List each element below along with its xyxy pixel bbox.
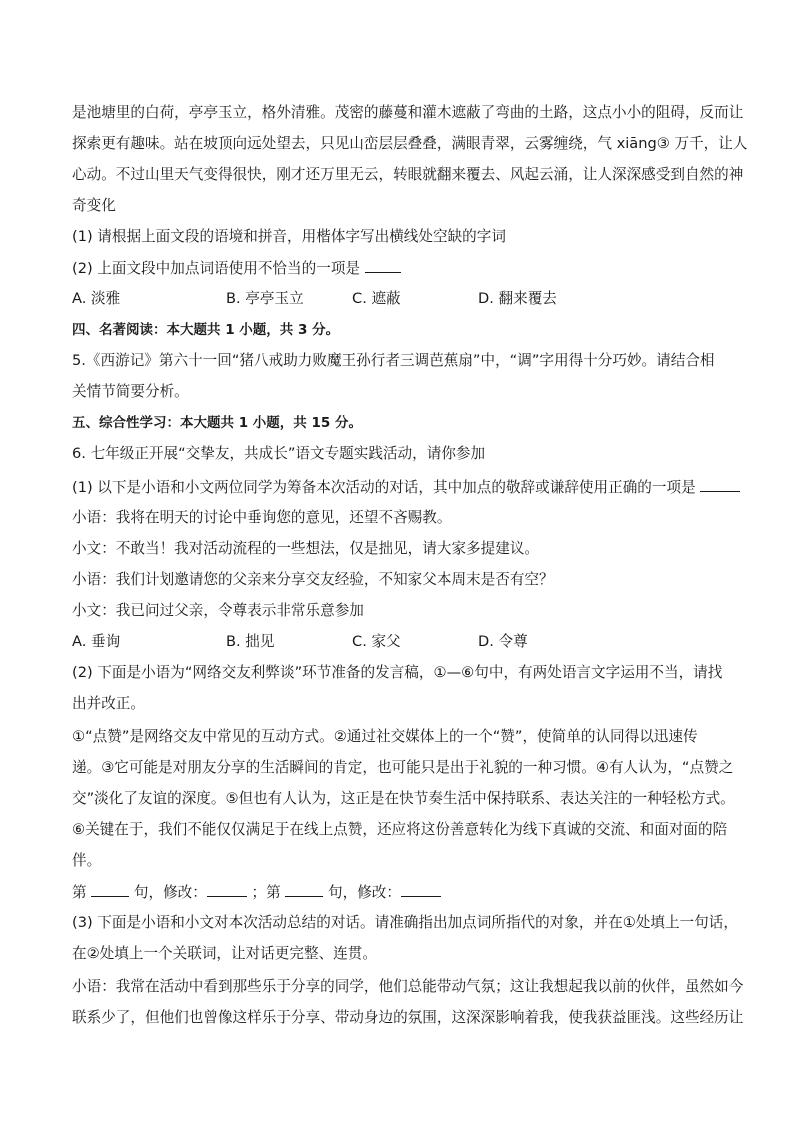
q6-sub1-text: (1) 以下是小语和小文两位同学为筹备本次活动的对话，其中加点的敬辞或谦辞使用正确的一项是: [72, 479, 696, 496]
q4-option-d: D. 翻来覆去: [478, 290, 557, 307]
q4-option-c: C. 遮蔽: [352, 290, 401, 307]
fill-label-3: ；第: [251, 884, 281, 901]
q6-stem: 6. 七年级正开展“交挚友，共成长”语文专题实践活动，请你参加: [72, 445, 486, 462]
correction-fill-line: [72, 882, 441, 903]
answer-blank[interactable]: [285, 882, 323, 897]
passage-line-1: 是池塘里的白荷，亭亭玉立，格外清雅。茂密的藤蔓和灌木遮蔽了弯曲的土路，这点小小的阻碍，反而让: [72, 104, 744, 121]
answer-blank[interactable]: [91, 882, 129, 897]
summary-line-1: 小语：我常在活动中看到那些乐于分享的同学，他们总能带动气氛；这让我想起我以前的伙伴，虽然如今: [72, 978, 744, 995]
q6-option-a: A. 垂询: [72, 633, 121, 650]
q6-sub3-line-2: 在②处填上一个关联词，让对话更完整、连贯。: [72, 945, 377, 962]
answer-blank[interactable]: [207, 882, 247, 897]
q4-sub2: [72, 258, 401, 279]
passage-line-4: 奇变化: [72, 197, 116, 214]
q6-sub2-line-1: (2) 下面是小语为“网络交友利弊谈”环节准备的发言稿，①—⑥句中，有两处语言文字运用不当，请找: [72, 664, 723, 681]
dialogue-line-4: 小文：我已问过父亲，令尊表示非常乐意参加: [72, 602, 364, 619]
q6-sub2-line-2: 出并改正。: [72, 695, 145, 712]
speech-line-4: ⑥关键在于，我们不能仅仅满足于在线上点赞，还应将这份善意转化为线下真诚的交流、和面对面的陪: [72, 821, 728, 838]
q6-option-b: B. 拙见: [226, 633, 275, 650]
dialogue-line-3: 小语：我们计划邀请您的父亲来分享交友经验，不知家父本周末是否有空？: [72, 571, 554, 588]
q4-option-b: B. 亭亭玉立: [226, 290, 304, 307]
fill-label-1: 第: [72, 884, 87, 901]
speech-line-5: 伴。: [72, 852, 102, 869]
q6-sub3-line-1: (3) 下面是小语和小文对本次活动总结的对话。请准确指出加点词所指代的对象，并在①处填上一句话，: [72, 914, 738, 931]
dialogue-line-1: 小语：我将在明天的讨论中垂询您的意见，还望不吝赐教。: [72, 509, 452, 526]
fill-label-2: 句，修改：: [133, 884, 207, 901]
q6-option-c: C. 家父: [352, 633, 401, 650]
q4-option-a: A. 淡雅: [72, 290, 121, 307]
fill-label-4: 句，修改：: [328, 884, 401, 901]
section-heading-5: 五、综合性学习：本大题共 1 小题，共 15 分。: [72, 415, 362, 431]
q6-option-d: D. 令尊: [478, 633, 528, 650]
section-heading-4: 四、名著阅读：本大题共 1 小题，共 3 分。: [72, 322, 340, 338]
passage-line-2: 探索更有趣味。站在坡顶向远处望去，只见山峦层层叠叠，满眼青翠，云雾缠绕，气 xiāng③ 万千，让人: [72, 135, 748, 152]
q5-line-1: 5.《西游记》第六十一回“猪八戒助力败魔王孙行者三调芭蕉扇”中，“调”字用得十分巧妙。请结合相: [72, 352, 715, 369]
speech-line-2: 递。③它可能是对朋友分享的生活瞬间的肯定，也可能只是出于礼貌的一种习惯。④有人认为，“点赞之: [72, 759, 734, 776]
speech-line-3: 交”淡化了友谊的深度。⑤但也有人认为，这正是在快节奏生活中保持联系、表达关注的一种轻松方式。: [72, 790, 735, 807]
q4-sub1: (1) 请根据上面文段的语境和拼音，用楷体字写出横线处空缺的字词: [72, 228, 506, 245]
answer-blank[interactable]: [365, 258, 401, 273]
q4-sub2-text: (2) 上面文段中加点词语使用不恰当的一项是: [72, 260, 361, 277]
passage-line-3: 心动。不过山里天气变得很快，刚才还万里无云，转眼就翻来覆去、风起云涌，让人深深感受到自然的神: [72, 166, 744, 183]
answer-blank[interactable]: [700, 477, 740, 492]
q5-line-2: 关情节简要分析。: [72, 383, 189, 400]
q6-sub1: [72, 477, 740, 498]
speech-line-1: ①“点赞”是网络交友中常见的互动方式。②通过社交媒体上的一个“赞”，使简单的认同得以迅速传: [72, 728, 698, 745]
answer-blank[interactable]: [401, 882, 441, 897]
summary-line-2: 联系少了，但他们也曾像这样乐于分享、带动身边的氛围，这深深影响着我，使我获益匪浅。这些经历让: [72, 1009, 744, 1026]
dialogue-line-2: 小文：不敢当！我对活动流程的一些想法，仅是拙见，请大家多提建议。: [72, 540, 540, 557]
